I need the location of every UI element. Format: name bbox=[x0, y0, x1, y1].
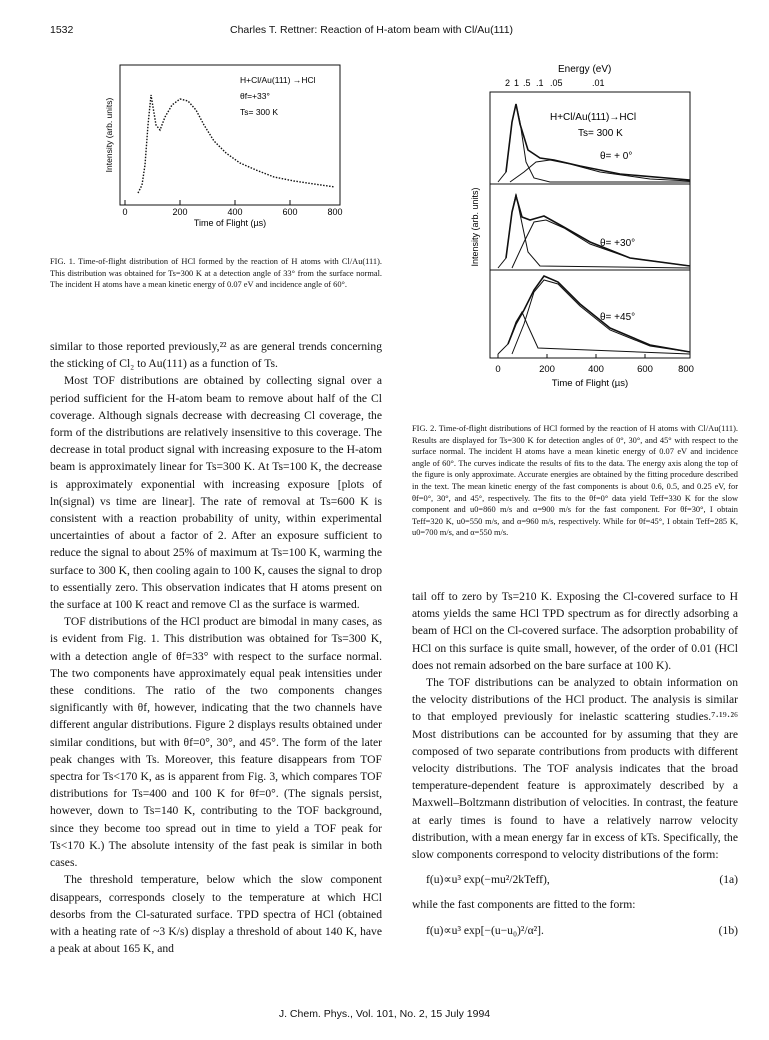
fig2-top-tick-.05: .05 bbox=[550, 78, 563, 88]
left-column bbox=[50, 338, 382, 957]
left-para-2: Most TOF distributions are obtained by collecting signal over a period sufficient for the H-atom beam to remove about half of the Cl coverage. Although signals decrease with decreasing Cl coverage, the form of the distributions are relatively insensitive to this coverage. The decrease in total product signal with increasing exposure to the H-atom beam is approximately linear for Ts=300 K. At Ts=100 K, the decrease is approximately exponential with increasing exposure [plots of ln(signal) vs time are linear]. The rate of removal at Ts=600 K is consistent with a reaction probability of unity, within experimental uncertainties of about a factor of 2. After an exposure sufficient to reduce the signal to about 25% of maximum at Ts=100 K, warming the surface to 300 K, then cooling again to 100 K, causes the signal to drop to essentially zero. This observation indicates that H atoms present on the surface at 100 K react and remove Cl as the surface is warmed. bbox=[50, 374, 382, 612]
fig1-tick-600: 600 bbox=[282, 207, 298, 217]
fig2-p2-fast bbox=[498, 194, 690, 268]
fig1-legend-2: θf=+33° bbox=[240, 91, 270, 101]
figure-1-xticks bbox=[125, 200, 290, 205]
fig2-top-tick-.01: .01 bbox=[592, 78, 605, 88]
fig1-legend-3: Ts= 300 K bbox=[240, 107, 279, 117]
fig2-tick-0: 0 bbox=[495, 364, 501, 375]
page-number: 1532 bbox=[50, 24, 74, 36]
fig1-tick-400: 400 bbox=[227, 207, 243, 217]
fig1-ylabel: Intensity (arb. units) bbox=[104, 97, 114, 173]
fig1-tick-0: 0 bbox=[122, 207, 128, 217]
fig2-tick-400: 400 bbox=[588, 364, 604, 375]
fig2-xlabel: Time of Flight (µs) bbox=[551, 378, 629, 389]
equation-1a bbox=[426, 871, 738, 888]
fig2-top-tick-1: 1 bbox=[514, 78, 520, 88]
fig2-legend-2: Ts= 300 K bbox=[578, 128, 623, 139]
left-para-3: TOF distributions of the HCl product are bimodal in many cases, as is evident from Fig. 1. This distribution was obtained for Ts=300 K, with a detection angle of θf=33° with respect to the surface normal. The two components have approximately equal peak intensities under these conditions. The ratio of the two components changes significantly with θf, however, indicating that the two channels have different angular distributions. Figure 2 displays results obtained under similar conditions, but with θf=0°, 30°, and 45°. The form of the later peak changes with Ts. Moreover, this feature disappears from TOF spectra for Ts<170 K, as is apparent from Fig. 3, which compares TOF distributions for Ts=400 and 100 K for θf=0°. (The signals persist, however, down to Ts=140 K, contributing to the TOF background, since they become too spread out in time to yield a TOF peak for Ts<170 K.) The absolute intensity of the fast peak is similar in both cases. bbox=[50, 615, 382, 870]
fig2-ylabel: Intensity (arb. units) bbox=[470, 187, 480, 267]
fig2-top-tick-.5: .5 bbox=[523, 78, 531, 88]
fig2-p3-total bbox=[508, 276, 690, 352]
equation-1b-body: f(u)∝u³ exp[−(u−u₀)²/α²]. bbox=[426, 923, 544, 937]
fig2-legend-1: H+Cl/Au(111)→HCl bbox=[550, 112, 637, 123]
equation-1a-body: f(u)∝u³ exp(−mu²/2kTeff), bbox=[426, 873, 550, 887]
fig2-tick-200: 200 bbox=[539, 364, 555, 375]
left-para-4: The threshold temperature, below which the slow component disappears, corresponds closely to the temperature at which HCl desorbs from the Cl-saturated surface. TPD spectra of HCl (obtained with a heating rate of ~3 K/s) display a threshold of about 140 K, have a peak at about 165 K, and bbox=[50, 873, 382, 956]
right-para-mid: while the fast components are fitted to the form: bbox=[412, 898, 636, 912]
equation-1a-label: (1a) bbox=[719, 873, 738, 887]
left-para-1: similar to those reported previously,²² as are general trends concerning the sticking of Cl₂ to Au(111) as a function of Ts. bbox=[50, 340, 382, 371]
figure-2-plot bbox=[450, 62, 720, 400]
fig2-p2-total bbox=[506, 196, 690, 266]
fig2-tick-600: 600 bbox=[637, 364, 653, 375]
fig2-panel-0: θ= + 0° bbox=[600, 151, 633, 162]
fig1-tick-200: 200 bbox=[172, 207, 188, 217]
fig1-tick-800: 800 bbox=[327, 207, 343, 217]
equation-1b-label: (1b) bbox=[718, 923, 738, 937]
fig2-top-tick-.1: .1 bbox=[536, 78, 544, 88]
right-para-1: tail off to zero by Ts=210 K. Exposing the Cl-covered surface to H atoms yields the same HCl TPD spectrum as for directly adsorbing a beam of HCl on the Cl-covered surface. The adsorption probability of HCl on this surface is quite small, however, of the order of 0.01 (HCl does not remain adsorbed on the bare surface at 100 K). bbox=[412, 590, 738, 672]
figure-1-plot bbox=[80, 55, 360, 235]
right-para-2: The TOF distributions can be analyzed to obtain information on the velocity distributions of the HCl product. The analysis is similar to that employed previously for inelastic scattering studies.⁷·¹⁹·²⁶ Most distributions can be accounted for by assuming that they are composed of two separate contributions from products with different velocity distributions. The TOF analysis indicates that the broad temperature-dependent feature is approximately described by a Maxwell–Boltzmann distribution of velocities. In contrast, the feature at early times is found to have a relatively narrow velocity distribution, with a mean energy far in excess of kTs. Specifically, the slow components correspond to velocity distributions of the form: bbox=[412, 676, 738, 862]
running-title: Charles T. Rettner: Reaction of H-atom beam with Cl/Au(111) bbox=[230, 24, 514, 36]
right-column bbox=[412, 588, 738, 947]
fig1-data-trace bbox=[138, 95, 335, 193]
fig1-xlabel: Time of Flight (µs) bbox=[193, 218, 267, 228]
fig2-tick-800: 800 bbox=[678, 364, 694, 375]
equation-1b bbox=[426, 922, 738, 939]
fig2-panel-30: θ= +30° bbox=[600, 238, 636, 249]
fig2-panel-45: θ= +45° bbox=[600, 312, 636, 323]
journal-footer: J. Chem. Phys., Vol. 101, No. 2, 15 July 1994 bbox=[278, 1008, 491, 1020]
figure-2-caption: FIG. 2. Time-of-flight distributions of HCl formed by the reaction of H atoms with Cl/Au(111). Results are displayed for Ts=300 K for detection angles of 0°, 30°, and 45° with respect to the surface normal. The incident H atoms have a mean kinetic energy of 0.07 eV and incidence angle of 60°. The curves indicate the results of fits to the data. The energy axis along the top of the figure is only approximate. Accurate energies are obtained by the fitting procedure described in the text. The mean kinetic energy of the fast components is about 0.6, 0.5, and 0.25 eV, for θf=0°, 30°, and 45°, respectively. The fits to the θf=0° data yield Teff=330 K for the slow component and u0=860 m/s and α=900 m/s for the fast component. For θf=30°, I obtain Teff=320 K, u0=550 m/s, and α=960 m/s, respectively. While for θf=45°, I obtain Teff=285 K, u0=700 m/s, and α=550 m/s. bbox=[412, 424, 738, 538]
figure-1-caption: FIG. 1. Time-of-flight distribution of HCl formed by the reaction of H atoms with Cl/Au(111). This distribution was obtained for Ts=300 K at a detection angle of 33° from the surface normal. The incident H atoms have a mean kinetic energy of 0.07 eV and incidence angle of 60°. bbox=[50, 257, 382, 290]
fig1-legend-1: H+Cl/Au(111) →HCl bbox=[240, 75, 316, 85]
fig2-top-tick-2: 2 bbox=[505, 78, 511, 88]
fig2-top-title: Energy (eV) bbox=[558, 64, 612, 75]
